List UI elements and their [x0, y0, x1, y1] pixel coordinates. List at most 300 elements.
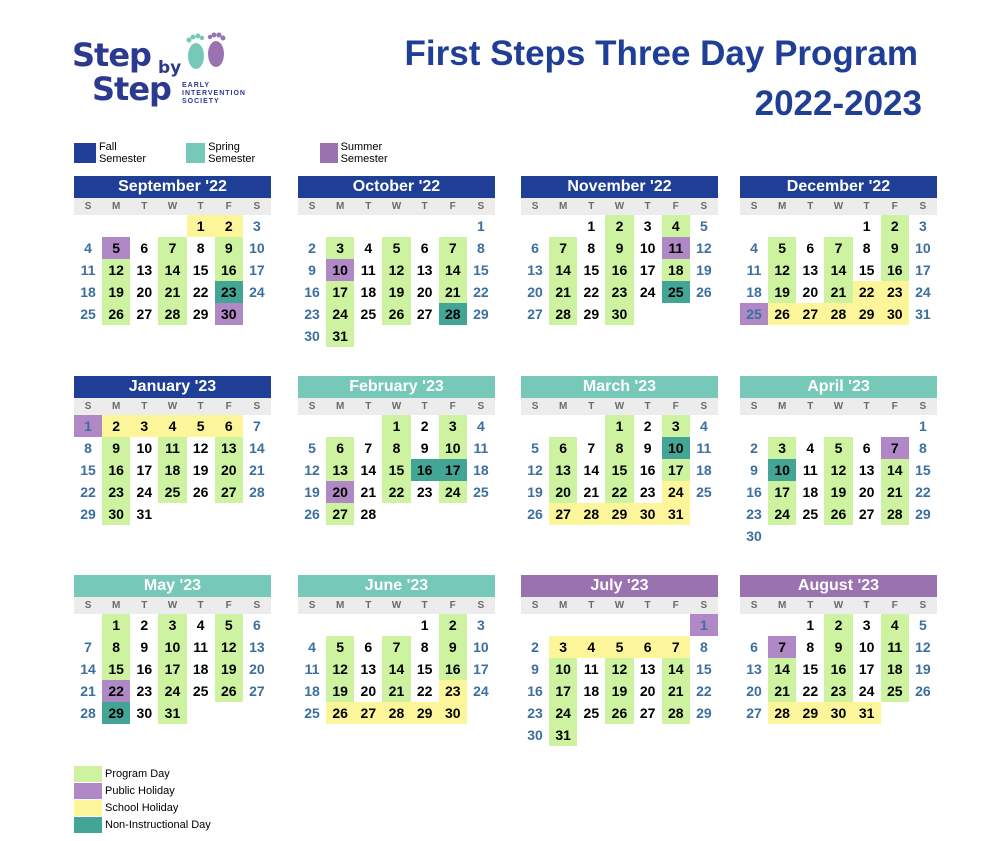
month-block [740, 376, 937, 547]
day-cell: 17 [549, 680, 577, 702]
summer-swatch [320, 143, 338, 163]
day-cell: 7 [84, 639, 92, 655]
day-cell: 25 [192, 683, 209, 699]
day-cell: 9 [750, 462, 758, 478]
day-cell: 22 [853, 281, 881, 303]
day-cell: 27 [639, 705, 656, 721]
weekday-header [740, 198, 937, 215]
weekday-header [298, 198, 495, 215]
day-cell: 26 [915, 683, 931, 699]
day-cell: 31 [915, 306, 931, 322]
day-cell: 17 [326, 281, 354, 303]
day-cell: 6 [806, 240, 815, 256]
day-cell: 12 [768, 259, 796, 281]
weekday-label: T [197, 201, 204, 212]
day-cell: 16 [527, 683, 543, 699]
day-cell: 19 [102, 281, 130, 303]
weekday-label: T [588, 401, 595, 412]
day-cell: 17 [136, 462, 153, 478]
day-cell: 24 [473, 683, 489, 699]
legend-school-holiday [74, 800, 178, 816]
day-cell: 20 [326, 481, 354, 503]
day-cell: 20 [360, 683, 377, 699]
day-cell: 24 [249, 284, 265, 300]
day-cell: 23 [824, 680, 852, 702]
day-cell: 1 [862, 218, 871, 234]
day-cell: 13 [527, 262, 543, 278]
month-header: March '23 [521, 376, 718, 398]
day-cell: 9 [102, 437, 130, 459]
day-cell: 21 [80, 683, 96, 699]
day-cell: 10 [136, 440, 153, 456]
day-cell: 1 [382, 415, 410, 437]
weekday-header [298, 398, 495, 415]
weekday-label: T [644, 600, 651, 611]
weekday-label: S [253, 201, 261, 212]
day-cell: 3 [326, 237, 354, 259]
day-cell: 17 [915, 262, 931, 278]
day-cell: 13 [416, 262, 433, 278]
day-cell: 25 [304, 705, 320, 721]
month-header: September '22 [74, 176, 271, 198]
day-cell: 7 [158, 237, 186, 259]
day-cell: 19 [696, 262, 712, 278]
day-cell: 5 [187, 415, 215, 437]
month-header: November '22 [521, 176, 718, 198]
day-cell: 4 [308, 639, 316, 655]
school-holiday-swatch [74, 800, 102, 816]
weekday-label: T [365, 201, 372, 212]
day-grid [298, 415, 495, 547]
day-cell: 13 [858, 462, 875, 478]
day-cell: 26 [527, 506, 543, 522]
day-cell: 8 [918, 440, 927, 456]
day-cell: 28 [439, 303, 467, 325]
month-header: June '23 [298, 575, 495, 597]
month-block [521, 575, 718, 746]
day-cell: 21 [662, 680, 690, 702]
day-cell: 5 [699, 218, 708, 234]
day-cell: 24 [136, 484, 153, 500]
day-cell: 30 [215, 303, 243, 325]
day-cell: 11 [80, 262, 96, 278]
day-cell: 27 [326, 503, 354, 525]
day-cell: 18 [473, 462, 489, 478]
day-cell: 28 [768, 702, 796, 724]
day-cell: 12 [192, 440, 209, 456]
day-cell: 25 [802, 506, 819, 522]
weekday-label: S [919, 600, 927, 611]
day-cell: 19 [605, 680, 633, 702]
day-cell: 9 [215, 237, 243, 259]
day-cell: 5 [531, 440, 539, 456]
day-cell: 12 [527, 462, 543, 478]
day-cell: 20 [802, 284, 819, 300]
day-cell: 22 [382, 481, 410, 503]
weekday-label: T [807, 600, 814, 611]
day-cell: 11 [746, 262, 762, 278]
weekday-label: T [365, 600, 372, 611]
weekday-label: W [391, 401, 402, 412]
day-grid [74, 614, 271, 746]
day-cell: 27 [215, 481, 243, 503]
day-cell: 16 [215, 259, 243, 281]
day-cell: 22 [696, 683, 712, 699]
day-cell: 21 [881, 481, 909, 503]
day-cell: 19 [304, 484, 320, 500]
weekday-label: T [863, 401, 870, 412]
day-grid [298, 614, 495, 746]
weekday-label: S [700, 201, 708, 212]
weekday-label: S [84, 600, 92, 611]
day-cell: 23 [639, 484, 656, 500]
day-cell: 3 [549, 636, 577, 658]
day-cell: 2 [531, 639, 539, 655]
day-cell: 30 [136, 705, 153, 721]
weekday-label: T [141, 401, 148, 412]
month-block [740, 575, 937, 746]
weekday-header [74, 198, 271, 215]
day-cell: 20 [549, 481, 577, 503]
day-cell: 25 [881, 680, 909, 702]
day-cell: 27 [796, 303, 824, 325]
day-cell: 16 [136, 661, 153, 677]
day-cell: 31 [549, 724, 577, 746]
day-cell: 9 [439, 636, 467, 658]
day-cell: 11 [304, 661, 320, 677]
day-cell: 11 [473, 440, 489, 456]
day-cell: 23 [605, 281, 633, 303]
day-cell: 8 [84, 440, 92, 456]
weekday-label: W [167, 600, 178, 611]
day-cell: 9 [824, 636, 852, 658]
day-cell: 20 [136, 284, 153, 300]
month-header: December '22 [740, 176, 937, 198]
day-cell: 15 [473, 262, 489, 278]
day-cell: 26 [326, 702, 354, 724]
day-cell: 29 [583, 306, 600, 322]
day-cell: 28 [80, 705, 96, 721]
day-cell: 21 [360, 484, 377, 500]
day-cell: 29 [796, 702, 824, 724]
legend-program-day [74, 766, 170, 782]
weekday-header [521, 198, 718, 215]
day-cell: 18 [192, 661, 209, 677]
day-cell: 11 [662, 237, 690, 259]
day-cell: 24 [662, 481, 690, 503]
day-cell: 2 [102, 415, 130, 437]
day-cell: 19 [915, 661, 931, 677]
day-cell: 2 [420, 418, 429, 434]
weekday-label: M [778, 600, 787, 611]
day-cell: 21 [158, 281, 186, 303]
day-cell: 19 [768, 281, 796, 303]
day-cell: 30 [634, 503, 662, 525]
day-cell: 10 [249, 240, 265, 256]
day-cell: 18 [802, 484, 819, 500]
day-cell: 30 [746, 528, 762, 544]
day-cell: 24 [915, 284, 931, 300]
day-cell: 17 [639, 262, 656, 278]
day-cell: 11 [193, 639, 209, 655]
day-grid [74, 215, 271, 347]
day-cell: 31 [136, 506, 153, 522]
day-cell: 20 [215, 459, 243, 481]
day-cell: 3 [918, 218, 927, 234]
semester-legend-spring [186, 142, 264, 164]
day-cell: 14 [360, 462, 377, 478]
day-cell: 23 [881, 281, 909, 303]
weekday-label: T [365, 401, 372, 412]
day-cell: 18 [583, 683, 600, 699]
day-cell: 17 [158, 658, 186, 680]
day-cell: 12 [326, 658, 354, 680]
day-cell: 27 [527, 306, 543, 322]
day-cell: 30 [881, 303, 909, 325]
day-cell: 15 [102, 658, 130, 680]
month-header: July '23 [521, 575, 718, 597]
day-cell: 9 [881, 237, 909, 259]
day-cell: 3 [130, 415, 158, 437]
weekday-header [298, 597, 495, 614]
day-cell: 27 [549, 503, 577, 525]
day-cell: 23 [527, 705, 543, 721]
day-cell: 23 [439, 680, 467, 702]
day-cell: 6 [634, 636, 662, 658]
day-cell: 10 [473, 639, 489, 655]
day-grid [74, 415, 271, 547]
day-cell: 6 [420, 240, 429, 256]
day-cell: 13 [360, 661, 377, 677]
legend-public-holiday [74, 783, 175, 799]
day-cell: 9 [308, 262, 316, 278]
day-cell: 11 [583, 661, 599, 677]
weekday-header [740, 597, 937, 614]
weekday-label: M [778, 401, 787, 412]
day-cell: 6 [531, 240, 539, 256]
weekday-label: S [477, 600, 485, 611]
weekday-label: M [112, 401, 121, 412]
day-cell: 18 [696, 462, 712, 478]
weekday-label: T [197, 401, 204, 412]
weekday-label: M [336, 600, 345, 611]
day-cell: 5 [918, 617, 927, 633]
day-cell: 3 [643, 218, 652, 234]
day-cell: 20 [746, 683, 762, 699]
day-cell: 29 [605, 503, 633, 525]
day-cell: 8 [102, 636, 130, 658]
day-grid [521, 614, 718, 746]
day-cell: 27 [249, 683, 265, 699]
day-cell: 18 [360, 284, 377, 300]
day-cell: 13 [326, 459, 354, 481]
day-cell: 14 [439, 259, 467, 281]
month-block [74, 575, 271, 746]
footprints-icon [180, 28, 232, 72]
day-cell: 29 [473, 306, 489, 322]
day-cell: 7 [549, 237, 577, 259]
day-cell: 16 [411, 459, 439, 481]
day-cell: 8 [806, 639, 815, 655]
day-cell: 8 [476, 240, 485, 256]
weekday-label: T [644, 401, 651, 412]
day-cell: 2 [881, 215, 909, 237]
day-cell: 23 [136, 683, 153, 699]
weekday-label: W [614, 401, 625, 412]
day-cell: 8 [382, 437, 410, 459]
weekday-label: T [863, 201, 870, 212]
weekday-label: F [449, 201, 456, 212]
day-cell: 24 [858, 683, 875, 699]
day-cell: 1 [102, 614, 130, 636]
weekday-label: S [531, 401, 539, 412]
day-cell: 3 [662, 415, 690, 437]
weekday-label: S [750, 600, 758, 611]
day-cell: 21 [768, 680, 796, 702]
day-cell: 26 [605, 702, 633, 724]
day-cell: 22 [416, 683, 433, 699]
weekday-label: S [253, 401, 261, 412]
day-grid [740, 415, 937, 547]
day-cell: 28 [881, 503, 909, 525]
day-cell: 3 [768, 437, 796, 459]
day-cell: 28 [382, 702, 410, 724]
day-cell: 19 [824, 481, 852, 503]
day-cell: 26 [382, 303, 410, 325]
month-block [521, 376, 718, 547]
day-cell: 4 [662, 215, 690, 237]
day-cell: 14 [158, 259, 186, 281]
day-cell: 27 [136, 306, 153, 322]
day-cell: 26 [102, 303, 130, 325]
day-cell: 12 [215, 636, 243, 658]
day-cell: 25 [740, 303, 768, 325]
day-cell: 18 [881, 658, 909, 680]
day-cell: 15 [192, 262, 209, 278]
day-cell: 4 [881, 614, 909, 636]
day-cell: 18 [746, 284, 762, 300]
day-cell: 19 [382, 281, 410, 303]
day-cell: 26 [304, 506, 320, 522]
day-grid [298, 215, 495, 347]
day-cell: 14 [662, 658, 690, 680]
day-cell: 7 [824, 237, 852, 259]
day-cell: 23 [102, 481, 130, 503]
day-cell: 8 [699, 639, 708, 655]
day-cell: 14 [382, 658, 410, 680]
weekday-header [74, 398, 271, 415]
day-cell: 7 [587, 440, 596, 456]
day-cell: 6 [750, 639, 758, 655]
day-cell: 3 [158, 614, 186, 636]
day-cell: 23 [304, 306, 320, 322]
weekday-label: F [225, 600, 232, 611]
day-cell: 16 [605, 259, 633, 281]
day-cell: 31 [326, 325, 354, 347]
month-block [74, 176, 271, 347]
month-header: April '23 [740, 376, 937, 398]
weekday-label: S [477, 401, 485, 412]
day-cell: 10 [662, 437, 690, 459]
day-cell: 1 [690, 614, 718, 636]
day-cell: 20 [639, 683, 656, 699]
day-cell: 5 [308, 440, 316, 456]
weekday-label: T [421, 401, 428, 412]
day-cell: 14 [583, 462, 600, 478]
day-cell: 19 [326, 680, 354, 702]
day-cell: 15 [80, 462, 96, 478]
weekday-label: F [672, 201, 679, 212]
weekday-label: F [672, 600, 679, 611]
day-cell: 21 [249, 462, 265, 478]
weekday-label: S [531, 201, 539, 212]
day-cell: 2 [439, 614, 467, 636]
day-cell: 22 [192, 284, 209, 300]
logo-subtext-1: EARLY [182, 82, 211, 89]
day-cell: 4 [699, 418, 708, 434]
weekday-label: S [308, 401, 316, 412]
day-cell: 16 [881, 259, 909, 281]
weekday-label: W [833, 401, 844, 412]
day-cell: 27 [746, 705, 762, 721]
spring-swatch [186, 143, 205, 163]
day-cell: 10 [768, 459, 796, 481]
day-cell: 20 [858, 484, 875, 500]
legend-label: Public Holiday [105, 785, 175, 797]
day-cell: 10 [639, 240, 656, 256]
month-header: May '23 [74, 575, 271, 597]
day-cell: 25 [80, 306, 96, 322]
weekday-label: M [778, 201, 787, 212]
page-title: First Steps Three Day Program [404, 34, 918, 73]
day-cell: 22 [915, 484, 931, 500]
month-block [298, 376, 495, 547]
day-cell: 10 [326, 259, 354, 281]
day-cell: 26 [192, 484, 209, 500]
day-cell: 21 [824, 281, 852, 303]
day-cell: 29 [411, 702, 439, 724]
weekday-label: T [644, 201, 651, 212]
day-cell: 12 [304, 462, 320, 478]
day-cell: 15 [915, 462, 931, 478]
day-cell: 21 [439, 281, 467, 303]
day-cell: 2 [750, 440, 758, 456]
day-cell: 9 [531, 661, 539, 677]
weekday-label: S [919, 401, 927, 412]
day-cell: 29 [696, 705, 712, 721]
month-header: October '22 [298, 176, 495, 198]
day-cell: 15 [696, 661, 712, 677]
legend-label: School Holiday [105, 802, 179, 814]
day-grid [521, 415, 718, 547]
day-cell: 12 [605, 658, 633, 680]
day-cell: 13 [136, 262, 153, 278]
day-cell: 1 [587, 218, 596, 234]
day-cell: 15 [858, 262, 875, 278]
day-cell: 15 [583, 262, 600, 278]
semester-legend-fall [74, 142, 152, 164]
day-cell: 11 [802, 462, 818, 478]
day-cell: 28 [360, 506, 377, 522]
day-cell: 6 [215, 415, 243, 437]
day-cell: 19 [192, 462, 209, 478]
day-cell: 1 [420, 617, 429, 633]
legend-label: Non-Instructional Day [105, 819, 211, 831]
day-cell: 6 [326, 437, 354, 459]
day-cell: 2 [824, 614, 852, 636]
day-cell: 26 [215, 680, 243, 702]
day-cell: 1 [74, 415, 102, 437]
